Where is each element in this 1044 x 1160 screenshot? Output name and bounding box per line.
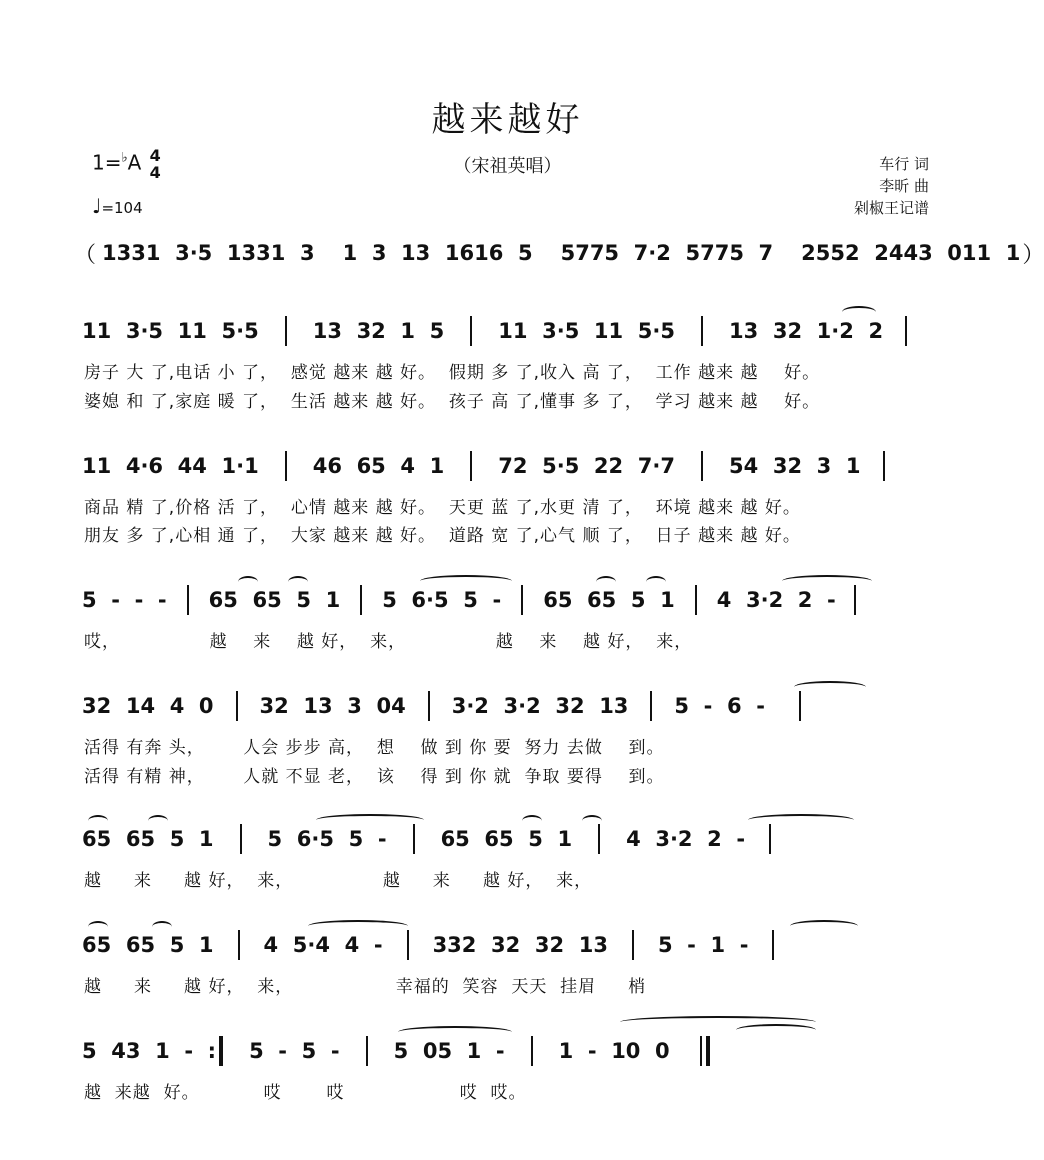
barline <box>236 691 238 721</box>
notation-line <box>82 689 942 723</box>
lyricist-credit: 车行 词 <box>879 155 929 173</box>
slur <box>88 815 108 827</box>
barline <box>695 585 697 615</box>
measure: 11 4·6 44 1·1 <box>82 454 259 478</box>
measure: 5 - 1 - <box>657 933 749 957</box>
slur <box>748 814 854 826</box>
lyrics-line: 婆媳 和 了,家庭 暖 了， 生活 越来 越 好。 孩子 高 了,懂事 多 了， 学习 越来 越 好。 <box>84 392 821 412</box>
lyrics-line: 越 来 越 好， 来， 越 来 越 好， 来， <box>84 871 593 891</box>
measure: 32 14 4 0 <box>82 694 214 718</box>
measure: 3·2 3·2 32 13 <box>451 694 629 718</box>
measure: 1331 3·5 1331 3 <box>102 241 315 265</box>
flat-sign: ♭ <box>121 150 128 166</box>
credits <box>854 153 929 219</box>
barline <box>238 930 240 960</box>
measure: 4 5·4 4 - <box>263 933 383 957</box>
barline <box>521 585 523 615</box>
measure: 13 32 1·2 2 <box>728 319 884 343</box>
slur <box>790 920 858 932</box>
open-paren: （ <box>74 242 97 268</box>
measure: 11 3·5 11 5·5 <box>82 319 259 343</box>
barline <box>632 930 634 960</box>
singer-credit: （宋祖英唱） <box>453 156 562 177</box>
slur <box>582 815 602 827</box>
lyrics-line: 哎， 越 来 越 好， 来， 越 来 越 好， 来， <box>84 632 693 652</box>
barline <box>470 451 472 481</box>
key-signature <box>92 147 161 181</box>
lyrics-line: 活得 有精 神， 人就 不显 老， 该 得 到 你 就 争取 要得 到。 <box>84 767 665 787</box>
tempo-value: =104 <box>101 199 143 217</box>
barline <box>701 451 703 481</box>
measure: 72 5·5 22 7·7 <box>498 454 675 478</box>
measure: 65 65 5 1 <box>208 588 341 612</box>
slur <box>736 1024 816 1036</box>
slur <box>646 576 666 588</box>
barline <box>366 1036 368 1066</box>
notation-line <box>82 583 942 617</box>
measure: 5 05 1 - <box>393 1039 505 1063</box>
slur <box>88 921 108 933</box>
notation-line <box>82 822 942 856</box>
time-signature-top: 4 <box>149 146 161 165</box>
slur <box>420 575 512 587</box>
lyrics-line: 商品 精 了,价格 活 了， 心情 越来 越 好。 天更 蓝 了,水更 清 了， 环境 越来 越 好。 <box>84 498 801 518</box>
measure: 65 65 5 1 <box>82 827 214 851</box>
barline <box>407 930 409 960</box>
measure: 1 3 13 1616 5 <box>342 241 533 265</box>
lyrics-line: 越 来越 好。 哎 哎 哎 哎。 <box>84 1083 527 1103</box>
measure: 4 3·2 2 - <box>716 588 836 612</box>
measure: 54 32 3 1 <box>728 454 861 478</box>
measure: 5775 7·2 5775 7 <box>560 241 774 265</box>
barline <box>650 691 652 721</box>
notation-line <box>82 314 942 348</box>
measure: 5 6·5 5 - <box>382 588 502 612</box>
slur <box>152 921 172 933</box>
barline <box>769 824 771 854</box>
slur <box>316 814 424 826</box>
measure: 5 6·5 5 - <box>267 827 387 851</box>
barline <box>187 585 189 615</box>
barline <box>598 824 600 854</box>
notation-line <box>82 449 942 483</box>
measure: 1 - 10 0 <box>558 1039 670 1063</box>
slur <box>522 815 542 827</box>
lyrics-line: 朋友 多 了,心相 通 了， 大家 越来 越 好。 道路 宽 了,心气 顺 了， 日子 越来 越 好。 <box>84 526 801 546</box>
measure: 5 - 5 - <box>249 1039 340 1063</box>
notation-line <box>82 928 942 962</box>
measure: 46 65 4 1 <box>312 454 445 478</box>
slur <box>148 815 168 827</box>
quarter-note-icon: ♩ <box>92 194 102 218</box>
measure: 11 3·5 11 5·5 <box>498 319 675 343</box>
barline <box>531 1036 533 1066</box>
notation-line <box>82 1034 942 1068</box>
barline <box>883 451 885 481</box>
barline <box>772 930 774 960</box>
measure: 32 13 3 04 <box>259 694 406 718</box>
measure: 13 32 1 5 <box>312 319 445 343</box>
barline <box>413 824 415 854</box>
measure: 5 - - - <box>82 588 167 612</box>
barline <box>470 316 472 346</box>
tempo-marking <box>92 194 143 218</box>
barline <box>360 585 362 615</box>
barline <box>854 585 856 615</box>
close-paren: ） <box>1022 242 1044 268</box>
slur <box>398 1026 512 1038</box>
measure: 65 65 5 1 <box>543 588 675 612</box>
measure: 65 65 5 1 <box>440 827 573 851</box>
slur <box>782 575 872 587</box>
barline <box>285 316 287 346</box>
key-note: A <box>127 150 142 175</box>
barline <box>905 316 907 346</box>
barline <box>240 824 242 854</box>
measure: 5 - 6 - <box>674 694 765 718</box>
barline <box>285 451 287 481</box>
barline <box>428 691 430 721</box>
measure: 5 43 1 - : <box>82 1036 223 1066</box>
measure: 4 3·2 2 - <box>626 827 746 851</box>
song-title: 越来越好 <box>431 100 584 140</box>
transcriber-credit: 剁椒王记谱 <box>853 199 929 217</box>
lyrics-line: 房子 大 了,电话 小 了， 感觉 越来 越 好。 假期 多 了,收入 高 了， 工作 越来 越 好。 <box>84 363 821 383</box>
measure: 2552 2443 011 1 <box>801 241 1021 265</box>
barline <box>701 316 703 346</box>
key-prefix: 1= <box>92 150 122 175</box>
slur <box>238 576 258 588</box>
final-barline <box>700 1036 710 1066</box>
time-signature <box>150 147 161 181</box>
composer-credit: 李昕 曲 <box>879 177 929 195</box>
lyrics-line: 活得 有奔 头， 人会 步步 高， 想 做 到 你 要 努力 去做 到。 <box>84 738 665 758</box>
slur <box>596 576 616 588</box>
time-signature-bottom: 4 <box>149 163 161 182</box>
slur <box>288 576 308 588</box>
lyrics-line: 越 来 越 好， 来， 幸福的 笑容 天天 挂眉 梢 <box>84 977 647 997</box>
barline <box>799 691 801 721</box>
slur <box>794 681 866 693</box>
measure: 65 65 5 1 <box>82 933 214 957</box>
measure: 332 32 32 13 <box>432 933 608 957</box>
slur <box>308 920 408 932</box>
intro-line <box>74 236 1044 270</box>
slur <box>842 306 876 318</box>
